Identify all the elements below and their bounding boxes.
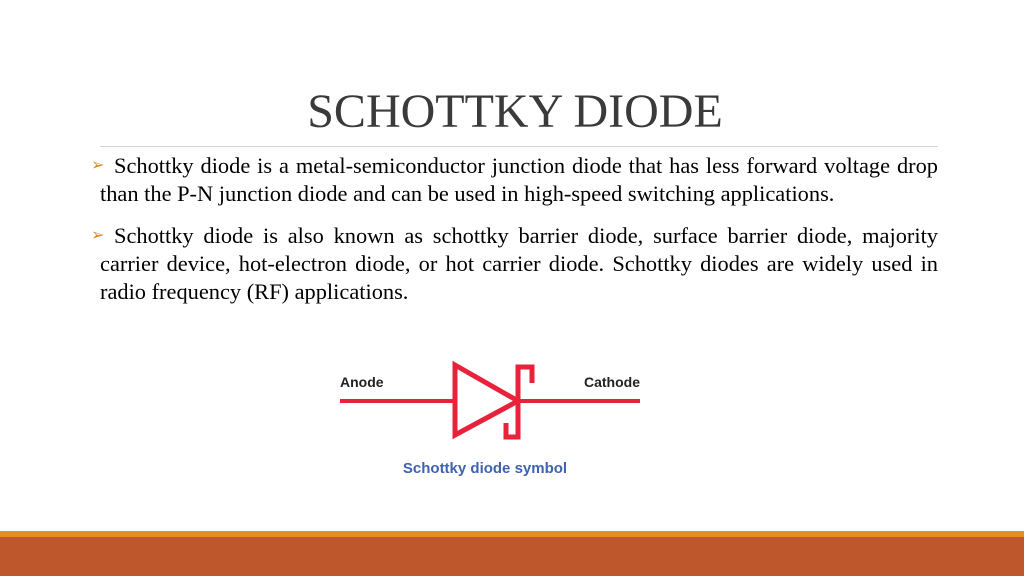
bullet-item: [91, 152, 938, 208]
bullet-item: [91, 222, 938, 306]
title-divider: [100, 146, 938, 147]
arrow-bullet-icon: ➢: [91, 157, 105, 174]
arrow-bullet-icon: ➢: [91, 227, 105, 244]
bullet-text: Schottky diode is also known as schottky barrier diode, surface barrier diode, majority carrier device, hot-electron diode, or hot carrier diode. Schottky diodes are widely used in radio frequency (RF) applications.: [100, 223, 938, 304]
schottky-diode-symbol-icon: [330, 352, 650, 482]
bullet-list: [91, 152, 938, 320]
diode-triangle: [455, 365, 518, 435]
diagram-caption: Schottky diode symbol: [402, 460, 568, 477]
slide-title: SCHOTTKY DIODE: [307, 85, 723, 138]
cathode-label: Cathode: [584, 374, 640, 390]
schottky-diode-diagram: [330, 352, 650, 482]
footer-bar: [0, 537, 1024, 576]
bullet-text: Schottky diode is a metal-semiconductor junction diode that has less forward voltage drop than the P-N junction diode and can be used in high-speed switching applications.: [100, 153, 938, 206]
anode-label: Anode: [340, 374, 384, 390]
